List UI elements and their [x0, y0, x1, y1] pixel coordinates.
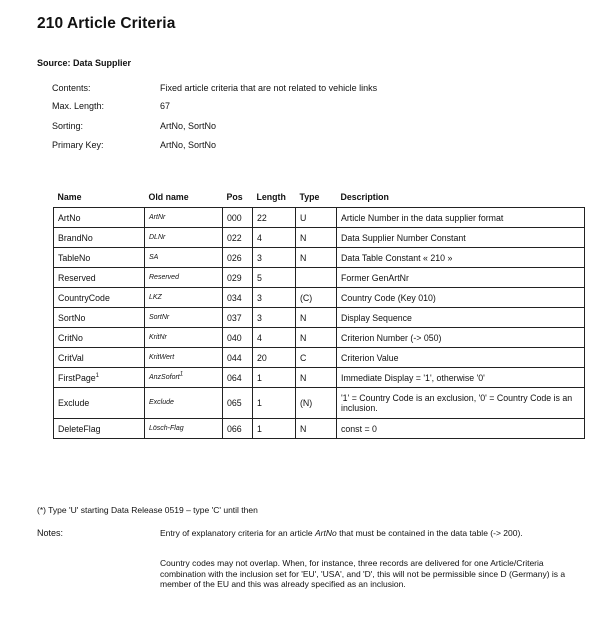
table-row	[54, 248, 585, 268]
meta-label-sorting: Sorting:	[52, 121, 84, 131]
cell-old-name: Reserved	[145, 268, 223, 288]
cell-name: Exclude	[54, 388, 145, 419]
cell-type: N	[296, 368, 337, 388]
cell-pos: 064	[223, 368, 253, 388]
cell-pos: 022	[223, 228, 253, 248]
meta-label-primary-key: Primary Key:	[52, 140, 104, 150]
cell-type: U	[296, 208, 337, 228]
table-row	[54, 208, 585, 228]
cell-description: Data Table Constant « 210 »	[337, 248, 585, 268]
cell-old-name	[145, 368, 223, 388]
cell-length: 3	[253, 308, 296, 328]
cell-length: 1	[253, 368, 296, 388]
meta-value-primary-key: ArtNo, SortNo	[160, 140, 217, 150]
header-description: Description	[340, 192, 389, 202]
cell-pos: 029	[223, 268, 253, 288]
cell-type: N	[296, 308, 337, 328]
cell-description: Immediate Display = '1', otherwise '0'	[337, 368, 585, 388]
cell-pos: 000	[223, 208, 253, 228]
cell-old-name-text: AnzSofort	[149, 373, 180, 381]
meta-value-sorting: ArtNo, SortNo	[160, 121, 217, 131]
criteria-table	[53, 187, 585, 439]
cell-pos: 034	[223, 288, 253, 308]
cell-name: BrandNo	[54, 228, 145, 248]
note-1	[160, 528, 585, 539]
note-2: Country codes may not overlap. When, for instance, three records are delivered for one Article/Criteria combination with the inclusion set for 'EU', 'USA', and 'D', this will not be permissible since D (Germany) is a member of the EU and this was already specified as an inclusion.	[160, 558, 566, 589]
cell-type: N	[296, 228, 337, 248]
page-title: 210 Article Criteria	[37, 15, 176, 32]
cell-type: (N)	[296, 388, 337, 419]
header-old-name: Old name	[148, 192, 189, 202]
cell-description: Country Code (Key 010)	[337, 288, 585, 308]
cell-length: 3	[253, 288, 296, 308]
cell-old-name: SA	[145, 248, 223, 268]
table-row	[54, 268, 585, 288]
cell-type: (C)	[296, 288, 337, 308]
table-row	[54, 228, 585, 248]
cell-description: Data Supplier Number Constant	[337, 228, 585, 248]
header-pos: Pos	[226, 192, 243, 202]
table-header-row	[54, 187, 585, 208]
cell-old-name: Lösch-Flag	[145, 419, 223, 439]
header-name: Name	[57, 192, 82, 202]
cell-old-name: SortNr	[145, 308, 223, 328]
note-1-pre: Entry of explanatory criteria for an article	[160, 528, 315, 538]
cell-length: 20	[253, 348, 296, 368]
cell-length: 3	[253, 248, 296, 268]
cell-length: 1	[253, 419, 296, 439]
table-row	[54, 348, 585, 368]
cell-pos: 026	[223, 248, 253, 268]
cell-length: 5	[253, 268, 296, 288]
cell-old-name: DLNr	[145, 228, 223, 248]
cell-name: DeleteFlag	[54, 419, 145, 439]
cell-description: const = 0	[337, 419, 585, 439]
cell-pos: 044	[223, 348, 253, 368]
cell-old-name: KritWert	[145, 348, 223, 368]
cell-pos: 065	[223, 388, 253, 419]
cell-description: Article Number in the data supplier format	[337, 208, 585, 228]
cell-description: Former GenArtNr	[337, 268, 585, 288]
cell-name: CritVal	[54, 348, 145, 368]
footnote-marker: 1	[95, 372, 99, 379]
cell-name: CritNo	[54, 328, 145, 348]
meta-label-contents: Contents:	[52, 83, 91, 93]
cell-length: 22	[253, 208, 296, 228]
table-row	[54, 368, 585, 388]
cell-length: 4	[253, 328, 296, 348]
cell-pos: 037	[223, 308, 253, 328]
cell-pos: 066	[223, 419, 253, 439]
cell-name: CountryCode	[54, 288, 145, 308]
cell-name: SortNo	[54, 308, 145, 328]
footnote-marker: 1	[179, 371, 184, 378]
cell-old-name: KritNr	[145, 328, 223, 348]
table-row	[54, 308, 585, 328]
cell-type: N	[296, 419, 337, 439]
table-row	[54, 419, 585, 439]
notes-label: Notes:	[37, 528, 64, 538]
note-1-post: that must be contained in the data table (-> 200).	[336, 528, 523, 538]
cell-type: C	[296, 348, 337, 368]
table-row	[54, 388, 585, 419]
header-type: Type	[299, 192, 320, 202]
cell-length: 1	[253, 388, 296, 419]
footnote: (*) Type 'U' starting Data Release 0519 – type 'C' until then	[37, 505, 258, 515]
meta-label-max-length: Max. Length:	[52, 101, 105, 111]
cell-length: 4	[253, 228, 296, 248]
header-length: Length	[256, 192, 286, 202]
cell-description: Criterion Value	[337, 348, 585, 368]
meta-value-contents: Fixed article criteria that are not related to vehicle links	[160, 83, 378, 93]
table-row	[54, 328, 585, 348]
cell-name	[54, 368, 145, 388]
cell-type: N	[296, 248, 337, 268]
note-1-term: ArtNo	[314, 528, 337, 538]
cell-old-name: Exclude	[145, 388, 223, 419]
cell-description: Criterion Number (-> 050)	[337, 328, 585, 348]
cell-old-name: LKZ	[145, 288, 223, 308]
table-row	[54, 288, 585, 308]
cell-type	[296, 268, 337, 288]
cell-pos: 040	[223, 328, 253, 348]
cell-name-text: FirstPage	[58, 372, 96, 383]
cell-description: '1' = Country Code is an exclusion, '0' = Country Code is an inclusion.	[337, 388, 585, 419]
source-label: Source: Data Supplier	[37, 58, 132, 68]
cell-description: Display Sequence	[337, 308, 585, 328]
cell-name: ArtNo	[54, 208, 145, 228]
cell-type: N	[296, 328, 337, 348]
cell-old-name: ArtNr	[145, 208, 223, 228]
meta-value-max-length: 67	[160, 101, 171, 111]
cell-name: Reserved	[54, 268, 145, 288]
cell-name: TableNo	[54, 248, 145, 268]
